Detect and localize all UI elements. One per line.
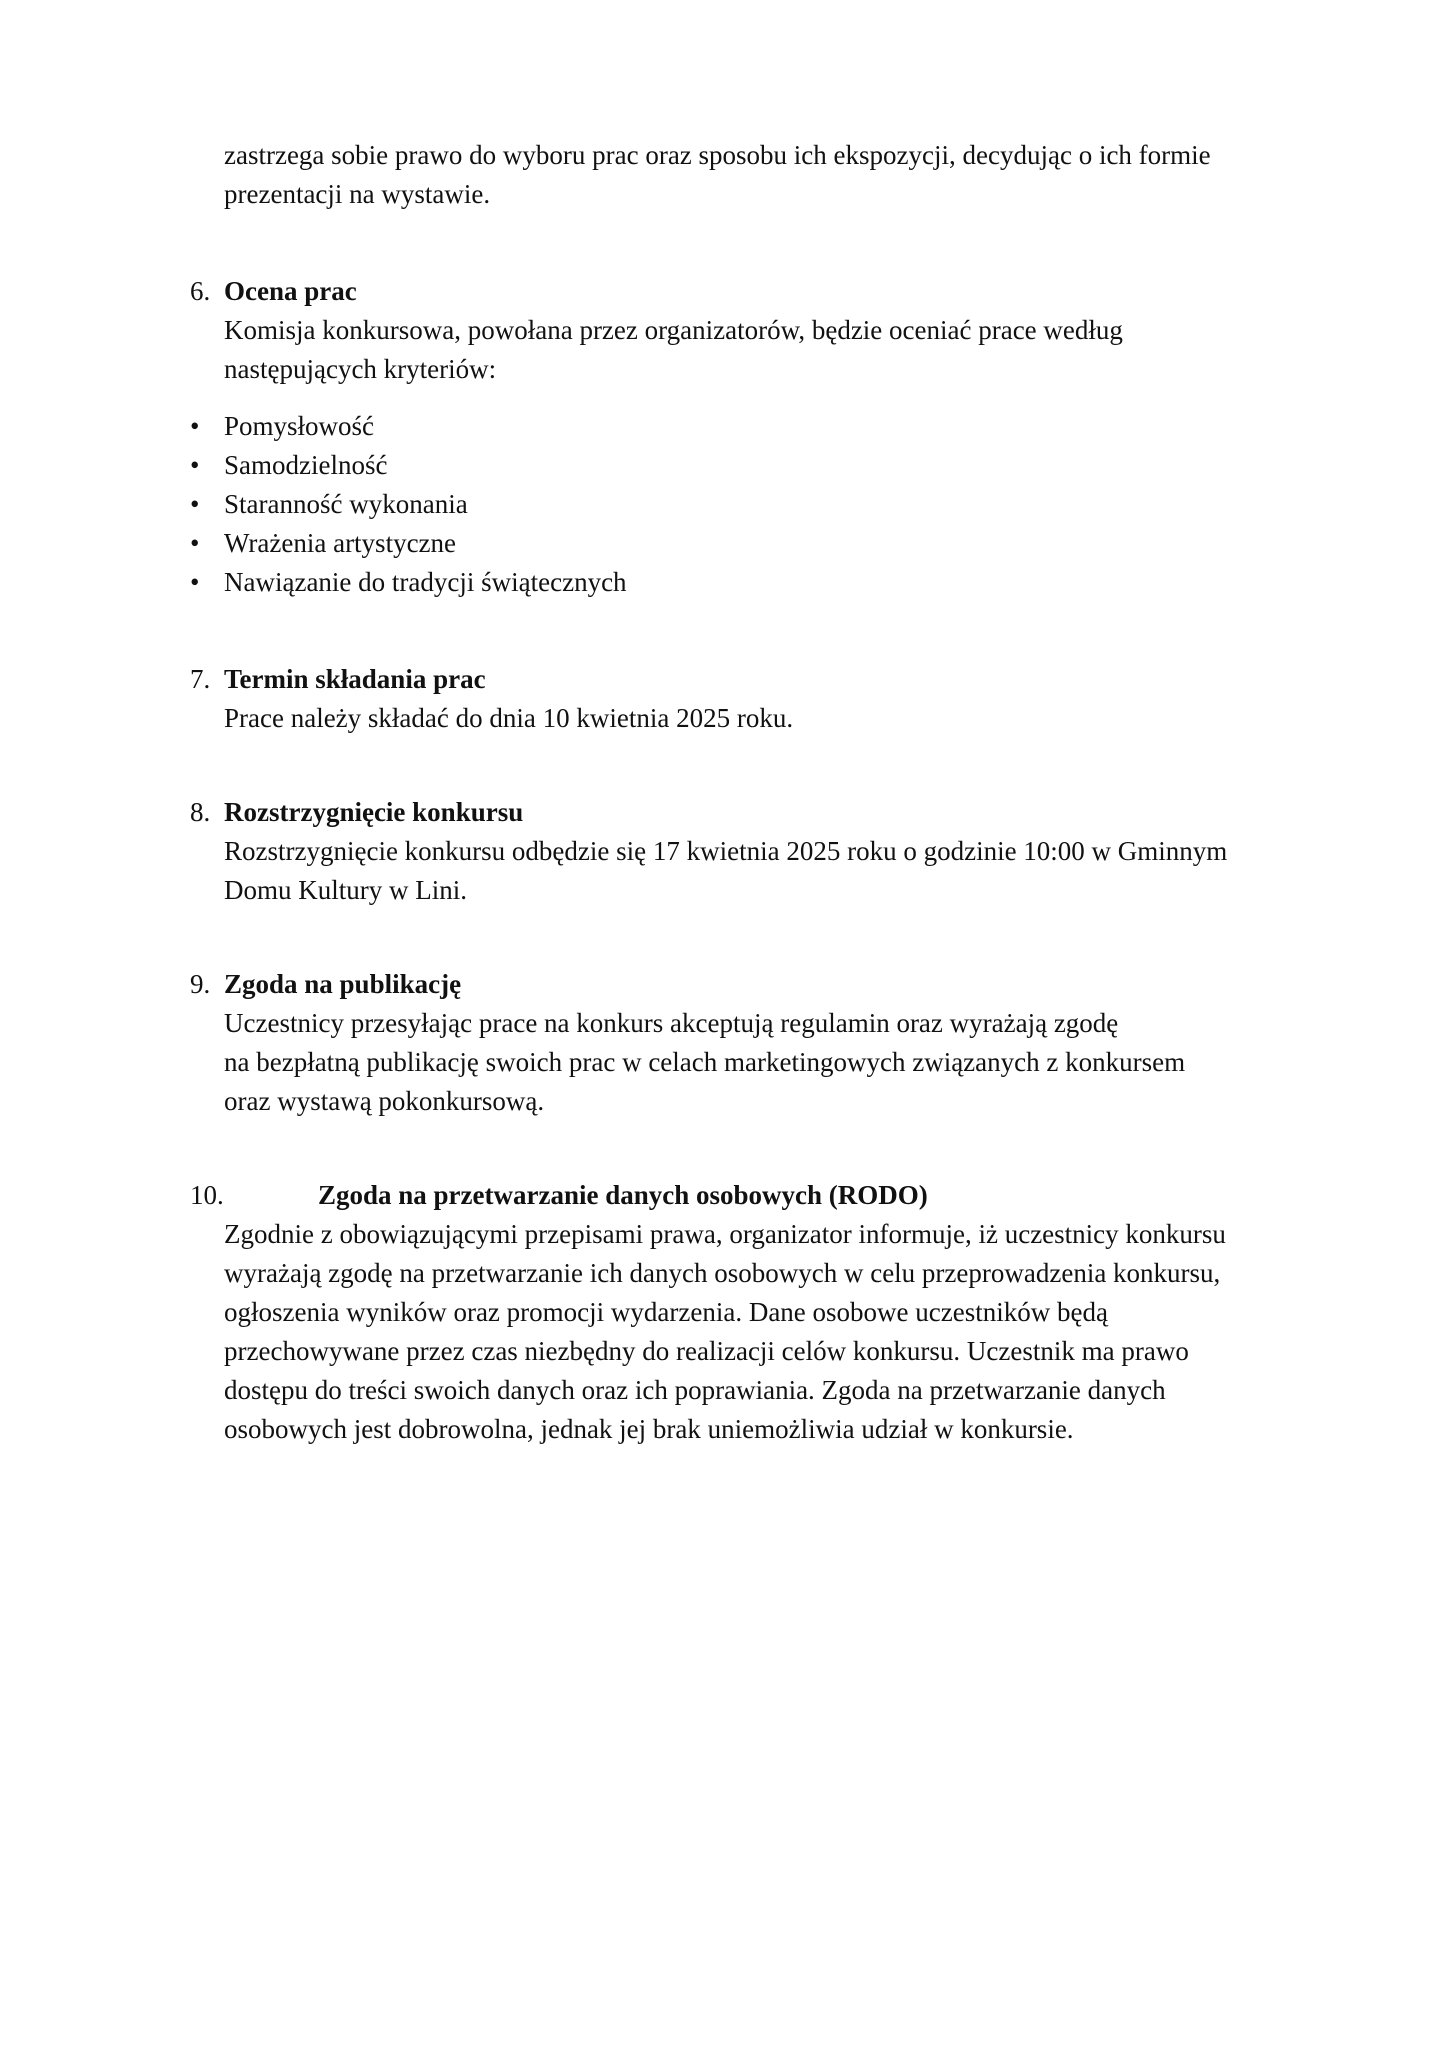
- bullet-icon: •: [190, 567, 200, 597]
- list-item: Samodzielność: [224, 450, 388, 480]
- section-body-line: przechowywane przez czas niezbędny do realizacji celów konkursu. Uczestnik ma prawo: [224, 1336, 1189, 1366]
- section-title: Ocena prac: [224, 276, 357, 306]
- section-body-line: następujących kryteriów:: [224, 354, 497, 384]
- list-item: Pomysłowość: [224, 411, 375, 441]
- section-title: Zgoda na publikację: [224, 969, 462, 999]
- bullet-icon: •: [190, 489, 200, 519]
- list-item: Wrażenia artystyczne: [224, 528, 457, 558]
- section-body-line: Uczestnicy przesyłając prace na konkurs akceptują regulamin oraz wyrażają zgodę: [224, 1008, 1119, 1038]
- section-number: 6.: [190, 276, 211, 306]
- section-body-line: Prace należy składać do dnia 10 kwietnia 2025 roku.: [224, 703, 794, 733]
- bullet-icon: •: [190, 528, 200, 558]
- list-item: Nawiązanie do tradycji świątecznych: [224, 567, 627, 597]
- section-number: 7.: [190, 664, 211, 694]
- section-body-line: oraz wystawą pokonkursową.: [224, 1086, 545, 1116]
- section-body-line: ogłoszenia wyników oraz promocji wydarzenia. Dane osobowe uczestników będą: [224, 1297, 1108, 1327]
- section-number: 10.: [190, 1180, 224, 1210]
- list-item: Staranność wykonania: [224, 489, 468, 519]
- section-body-line: na bezpłatną publikację swoich prac w celach marketingowych związanych z konkursem: [224, 1047, 1186, 1077]
- section-title: Rozstrzygnięcie konkursu: [224, 797, 524, 827]
- section-body-line: wyrażają zgodę na przetwarzanie ich danych osobowych w celu przeprowadzenia konkursu,: [224, 1258, 1221, 1288]
- section-number: 8.: [190, 797, 211, 827]
- section-body-line: dostępu do treści swoich danych oraz ich poprawiania. Zgoda na przetwarzanie danych: [224, 1375, 1166, 1405]
- section-title: Zgoda na przetwarzanie danych osobowych (RODO): [318, 1180, 928, 1210]
- bullet-icon: •: [190, 411, 200, 441]
- section-body-line: Domu Kultury w Lini.: [224, 875, 467, 905]
- intro-line: prezentacji na wystawie.: [224, 179, 491, 209]
- section-body-line: Zgodnie z obowiązującymi przepisami prawa, organizator informuje, iż uczestnicy konkursu: [224, 1219, 1226, 1249]
- section-title: Termin składania prac: [224, 664, 486, 694]
- section-body-line: osobowych jest dobrowolna, jednak jej brak uniemożliwia udział w konkursie.: [224, 1414, 1074, 1444]
- bullet-icon: •: [190, 450, 200, 480]
- section-body-line: Komisja konkursowa, powołana przez organizatorów, będzie oceniać prace według: [224, 315, 1123, 345]
- intro-line: zastrzega sobie prawo do wyboru prac oraz sposobu ich ekspozycji, decydując o ich formie: [224, 140, 1211, 170]
- section-body-line: Rozstrzygnięcie konkursu odbędzie się 17 kwietnia 2025 roku o godzinie 10:00 w Gminnym: [224, 836, 1228, 866]
- section-number: 9.: [190, 969, 211, 999]
